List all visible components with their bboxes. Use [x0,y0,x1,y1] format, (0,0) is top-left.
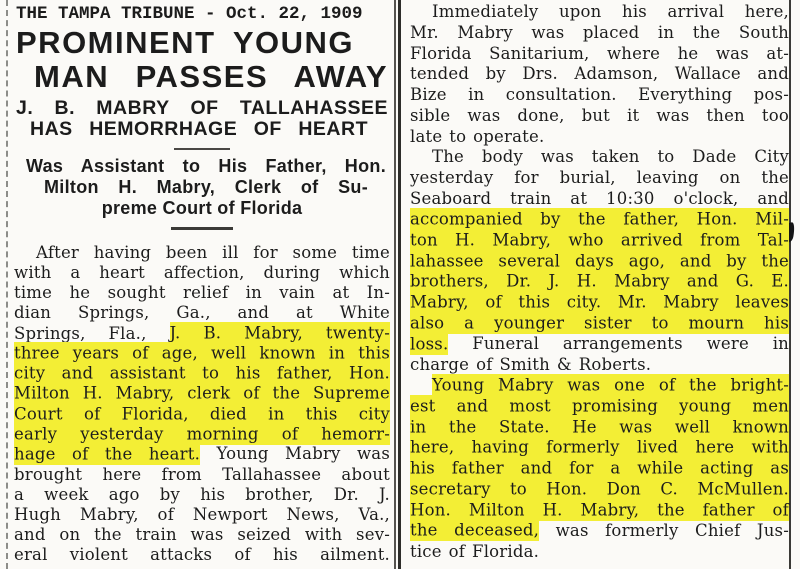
body-line [14,485,390,505]
body-line [410,355,789,376]
highlighted-text-segment: secretary to Hon. Don C. McMullen. [410,479,789,499]
text-segment: time he sought relief in vain at In- [14,283,390,303]
body-line [14,364,390,384]
highlighted-text-segment: hage of the heart. [14,444,201,464]
body-line [14,344,390,364]
right-column [410,2,789,562]
text-segment: After having been ill for some time [36,243,390,262]
body-line [410,479,789,500]
body-line [14,465,390,485]
highlighted-text-segment: Court of Florida, died in this city [14,404,390,424]
deck-line-1: Was Assistant to His Father, Hon. [26,156,386,176]
highlighted-text-segment: three years of age, well known in this [14,343,390,363]
highlighted-text-segment: his father and for a while acting as [410,458,789,478]
body-line [14,324,390,344]
body-line [14,243,390,263]
body-line [410,168,789,189]
text-segment: late to operate. [410,126,545,146]
highlighted-text-segment: in the State. He was well known [410,417,789,436]
body-line [410,313,789,334]
highlighted-text-segment: Young Mabry was one of the bright- [432,375,789,395]
body-line [14,424,390,444]
text-segment: Young Mabry was [200,444,390,464]
highlighted-text-segment: est and most promising young men [410,396,789,416]
body-line [410,334,789,355]
text-segment: yesterday for burial, leaving on the [410,168,789,187]
text-segment: Mr. Mabry was placed in the South [410,22,789,42]
right-column-body [410,2,789,562]
highlighted-text-segment: the deceased, [410,520,540,540]
body-line [410,64,789,85]
text-segment: Florida Sanitarium, where he was at- [410,43,789,63]
body-line [410,44,789,65]
highlighted-text-segment: lahassee several days ago, and by the [410,251,789,270]
body-line [410,251,789,272]
body-line [410,396,789,417]
body-line [14,384,390,404]
body-line [410,293,789,314]
divider-rule-top [174,148,230,150]
highlighted-text-segment: brothers, Dr. J. H. Mabry and G. E. [410,271,789,291]
body-line [410,23,789,44]
body-line [410,459,789,480]
body-line [410,230,789,251]
left-column [14,0,390,565]
text-segment: sible was done, but it was then too [410,105,789,125]
body-line [410,417,789,438]
subhead-line-1: J. B. MABRY OF TALLAHASSEE [16,97,388,119]
body-line [14,303,390,323]
body-line [14,525,390,545]
text-segment: brought here from Tallahassee about [14,464,390,484]
body-line [410,106,789,127]
body-line [14,545,390,565]
text-segment: Hugh Mabry, of Newport News, Va., [14,504,390,524]
body-line [410,210,789,231]
text-segment: Immediately upon his arrival here, [432,2,789,21]
highlighted-text-segment: accompanied by the father, Hon. Mil- [410,209,789,229]
headline-line-2: MAN PASSES AWAY [34,59,388,94]
left-column-body [14,243,390,565]
highlighted-text-segment: Hon. Milton H. Mabry, the father of [410,500,789,519]
subhead-line-2: HAS HEMORRHAGE OF HEART [30,118,368,140]
body-line [410,147,789,168]
body-line [410,500,789,521]
body-line [14,505,390,525]
highlighted-text-segment: ton H. Mabry, who arrived from Tal- [410,230,789,250]
body-line [14,263,390,283]
highlighted-text-segment: also a younger sister to mourn his [410,313,789,333]
text-segment: Funeral arrangements were in [448,334,789,353]
text-segment: The body was taken to Dade City [432,147,789,167]
highlighted-text-segment: city and assistant to his father, Hon. [14,363,390,383]
text-segment: a week ago by his brother, Dr. J. [14,484,390,504]
deck-line-2: Milton H. Mabry, Clerk of Su- [44,177,368,197]
left-edge-dashed-rule [6,0,8,569]
text-segment: Springs, Fla., [14,323,170,343]
headline-line-1: PROMINENT YOUNG [16,25,354,60]
highlighted-text-segment: Milton H. Mabry, clerk of the Supreme [14,383,390,403]
column-divider-rule [394,0,401,569]
highlighted-text-segment: Mabry, of this city. Mr. Mabry leaves [410,292,789,312]
right-edge-rule [789,0,791,569]
body-line [410,521,789,542]
text-segment: Seaboard train at 10:30 o'clock, and [410,188,789,208]
text-segment: Bize in consultation. Everything pos- [410,85,789,104]
text-segment: eral violent attacks of his ailment. [14,545,390,565]
body-line [14,404,390,424]
body-line [410,376,789,397]
deck-heading [14,156,390,219]
text-segment: with a heart affection, during which [14,263,390,283]
divider-rule-bottom [171,227,233,230]
body-line [410,2,789,23]
body-line [14,283,390,303]
body-line [410,85,789,106]
masthead-date: THE TAMPA TRIBUNE - Oct. 22, 1909 [16,4,363,24]
body-line [410,127,789,148]
highlighted-text-segment: here, having formerly lived here with [410,437,789,457]
text-segment: was formerly Chief Jus- [539,520,790,540]
body-line [410,189,789,210]
text-segment: charge of Smith & Roberts. [410,354,652,374]
highlighted-text-segment: early yesterday morning of hemorr- [14,424,390,444]
body-line [410,272,789,293]
body-line [410,438,789,459]
text-segment: and on the train was seized with sev- [14,524,390,544]
text-segment: tice of Florida. [410,541,540,561]
text-segment: tended by Drs. Adamson, Wallace and [410,64,789,84]
deck-line-3: preme Court of Florida [101,198,303,218]
text-segment: dian Springs, Ga., and at White [14,303,390,323]
highlighted-text-segment: loss. [410,334,449,353]
body-line [14,444,390,464]
highlighted-text-segment: J. B. Mabry, twenty- [169,323,390,343]
body-line [410,542,789,563]
